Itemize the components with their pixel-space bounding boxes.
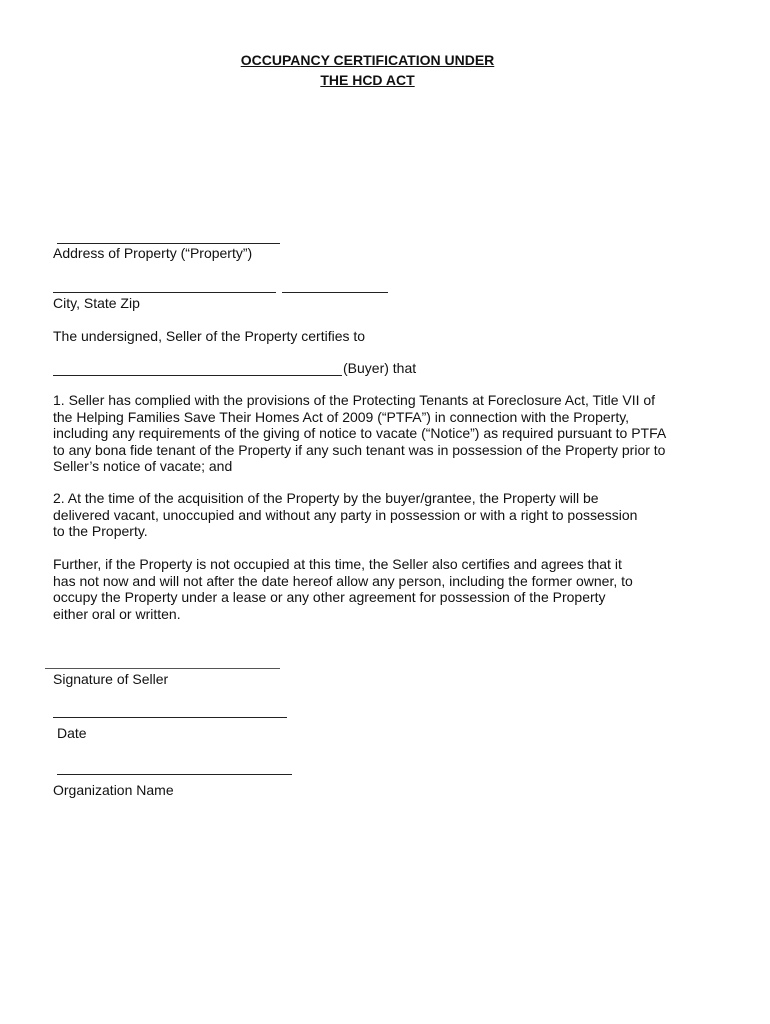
paragraph-3-line: Further, if the Property is not occupied at this time, the Seller also certifies and agrees that it	[53, 556, 622, 572]
paragraph-1-line: including any requirements of the giving of notice to vacate (“Notice”) as required pursuant to PTFA	[53, 425, 667, 441]
paragraph-3	[53, 556, 633, 622]
address-label: Address of Property (“Property”)	[53, 245, 253, 261]
title-line-1: OCCUPANCY CERTIFICATION UNDER	[240, 52, 495, 68]
paragraph-1-line: Seller’s notice of vacate; and	[53, 458, 233, 474]
address-blank-line[interactable]	[57, 243, 280, 244]
title-line-2: THE HCD ACT	[320, 72, 415, 88]
paragraph-1-line: to any bona fide tenant of the Property if any such tenant was in possession of the Property prior to	[53, 441, 666, 458]
paragraph-1	[53, 392, 666, 475]
organization-blank-line[interactable]	[57, 774, 292, 775]
paragraph-3-line: has not now and will not after the date hereof allow any person, including the former owner, to	[53, 572, 633, 589]
paragraph-3-line: occupy the Property under a lease or any other agreement for possession of the Property	[53, 589, 606, 605]
buyer-label: (Buyer) that	[343, 360, 417, 376]
city-state-blank-line[interactable]	[53, 292, 276, 293]
date-blank-line[interactable]	[53, 717, 287, 718]
signature-blank-line[interactable]	[45, 668, 280, 669]
date-label: Date	[57, 725, 87, 741]
organization-label: Organization Name	[53, 782, 174, 798]
paragraph-3-line: either oral or written.	[53, 605, 181, 622]
buyer-blank-line[interactable]	[53, 375, 342, 376]
paragraph-2-line: 2. At the time of the acquisition of the Property by the buyer/grantee, the Property will be	[53, 490, 599, 506]
paragraph-2-line: to the Property.	[53, 523, 148, 539]
paragraph-2-line: delivered vacant, unoccupied and without any party in possession or with a right to possession	[53, 506, 638, 523]
signature-label: Signature of Seller	[53, 671, 169, 687]
paragraph-1-line: 1. Seller has complied with the provisions of the Protecting Tenants at Foreclosure Act, Title VII of	[53, 392, 656, 408]
certifies-statement: The undersigned, Seller of the Property certifies to	[53, 328, 366, 344]
paragraph-1-line: the Helping Families Save Their Homes Act of 2009 (“PTFA”) in connection with the Property,	[53, 408, 630, 425]
paragraph-2	[53, 490, 637, 540]
city-state-zip-label: City, State Zip	[53, 295, 140, 311]
zip-blank-line[interactable]	[282, 292, 388, 293]
